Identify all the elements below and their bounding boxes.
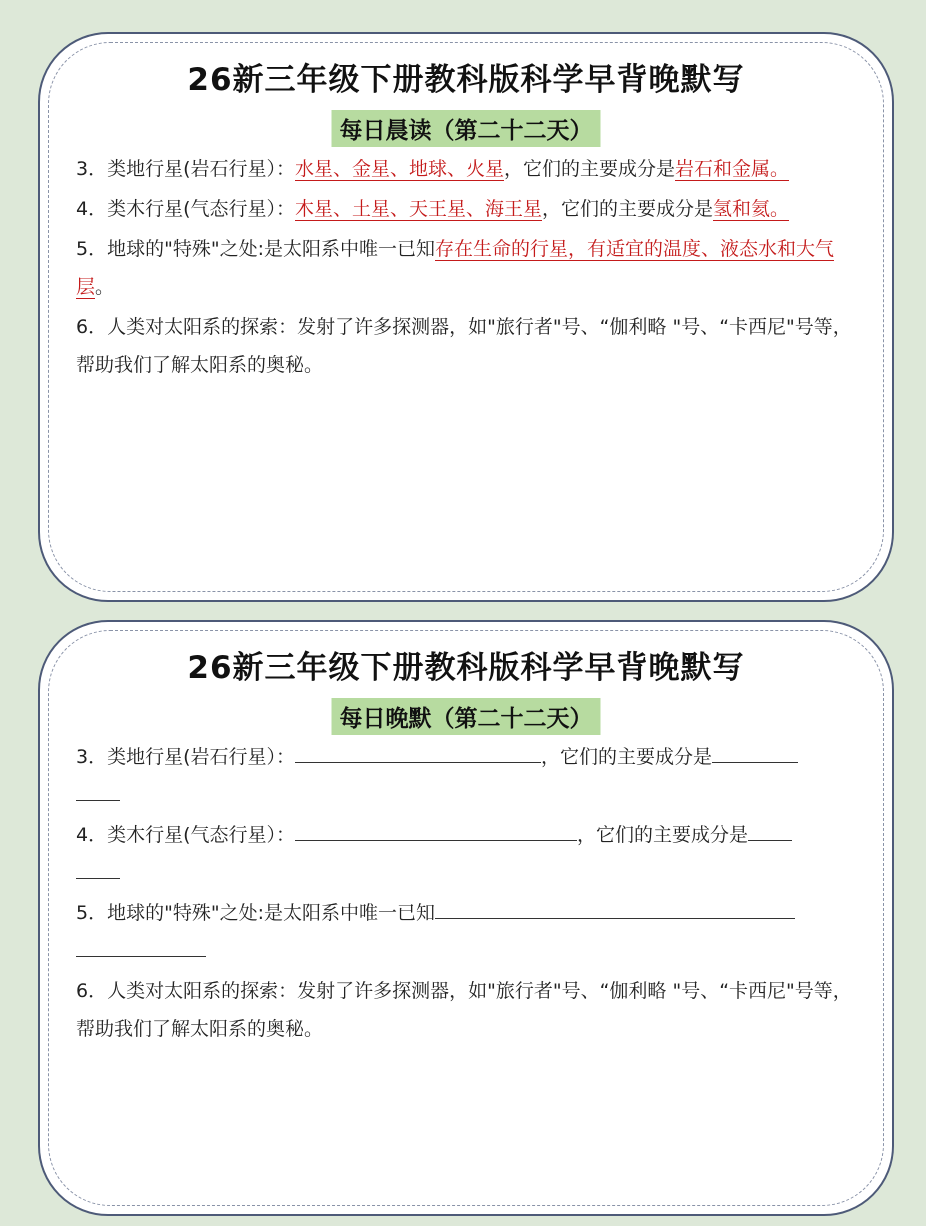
answer-text: 存在生命的行星，有适宜的温度、液态水和大气层 [76,238,834,298]
answer-blank[interactable] [295,818,577,841]
answer-text: 木星、土星、天王星、海王星 [295,198,543,220]
answer-blank[interactable] [748,818,792,841]
answer-blank[interactable] [76,856,120,879]
question-suffix: 。 [95,276,115,298]
question-item-4 [76,190,856,228]
answer-blank[interactable] [295,740,541,763]
card-title: 26新三年级下册教科版科学早背晚默写 [187,62,745,98]
question-item-3 [76,738,856,814]
question-item-6: 6．人类对太阳系的探索：发射了许多探测器，如"旅行者"号、“伽利略 "号、“卡西尼"号等，帮助我们了解太阳系的奥秘。 [76,980,852,1040]
question-prefix: 4．类木行星(气态行星）： [76,824,296,846]
question-prefix: 3．类地行星(岩石行星）： [76,746,296,768]
evening-dictation-card [38,620,894,1216]
question-prefix: 5．地球的"特殊"之处:是太阳系中唯一已知 [76,902,435,924]
question-middle: ，它们的主要成分是 [504,158,676,180]
question-item-5 [76,894,856,970]
question-item-5 [76,230,856,306]
question-prefix: 3．类地行星(岩石行星）： [76,158,296,180]
answer-text: 氢和氦。 [713,198,790,220]
question-prefix: 4．类木行星(气态行星）： [76,198,296,220]
question-list [76,738,856,1050]
answer-blank[interactable] [435,896,795,919]
answer-blank[interactable] [76,778,120,801]
answer-blank[interactable] [712,740,798,763]
morning-reading-card [38,32,894,602]
card-subtitle: 每日晨读（第二十二天） [332,110,601,147]
answer-blank[interactable] [76,934,206,957]
question-item-4 [76,816,856,892]
question-item-3 [76,150,856,188]
answer-text: 水星、金星、地球、火星 [295,158,505,180]
question-item-6: 6．人类对太阳系的探索：发射了许多探测器，如"旅行者"号、“伽利略 "号、“卡西尼"号等，帮助我们了解太阳系的奥秘。 [76,316,852,376]
question-middle: ，它们的主要成分是 [577,824,749,846]
answer-text: 岩石和金属。 [675,158,790,180]
question-list [76,150,856,386]
card-title: 26新三年级下册教科版科学早背晚默写 [187,650,745,686]
question-middle: ，它们的主要成分是 [542,198,714,220]
question-prefix: 5．地球的"特殊"之处:是太阳系中唯一已知 [76,238,435,260]
question-middle: ，它们的主要成分是 [541,746,713,768]
card-subtitle: 每日晚默（第二十二天） [332,698,601,735]
